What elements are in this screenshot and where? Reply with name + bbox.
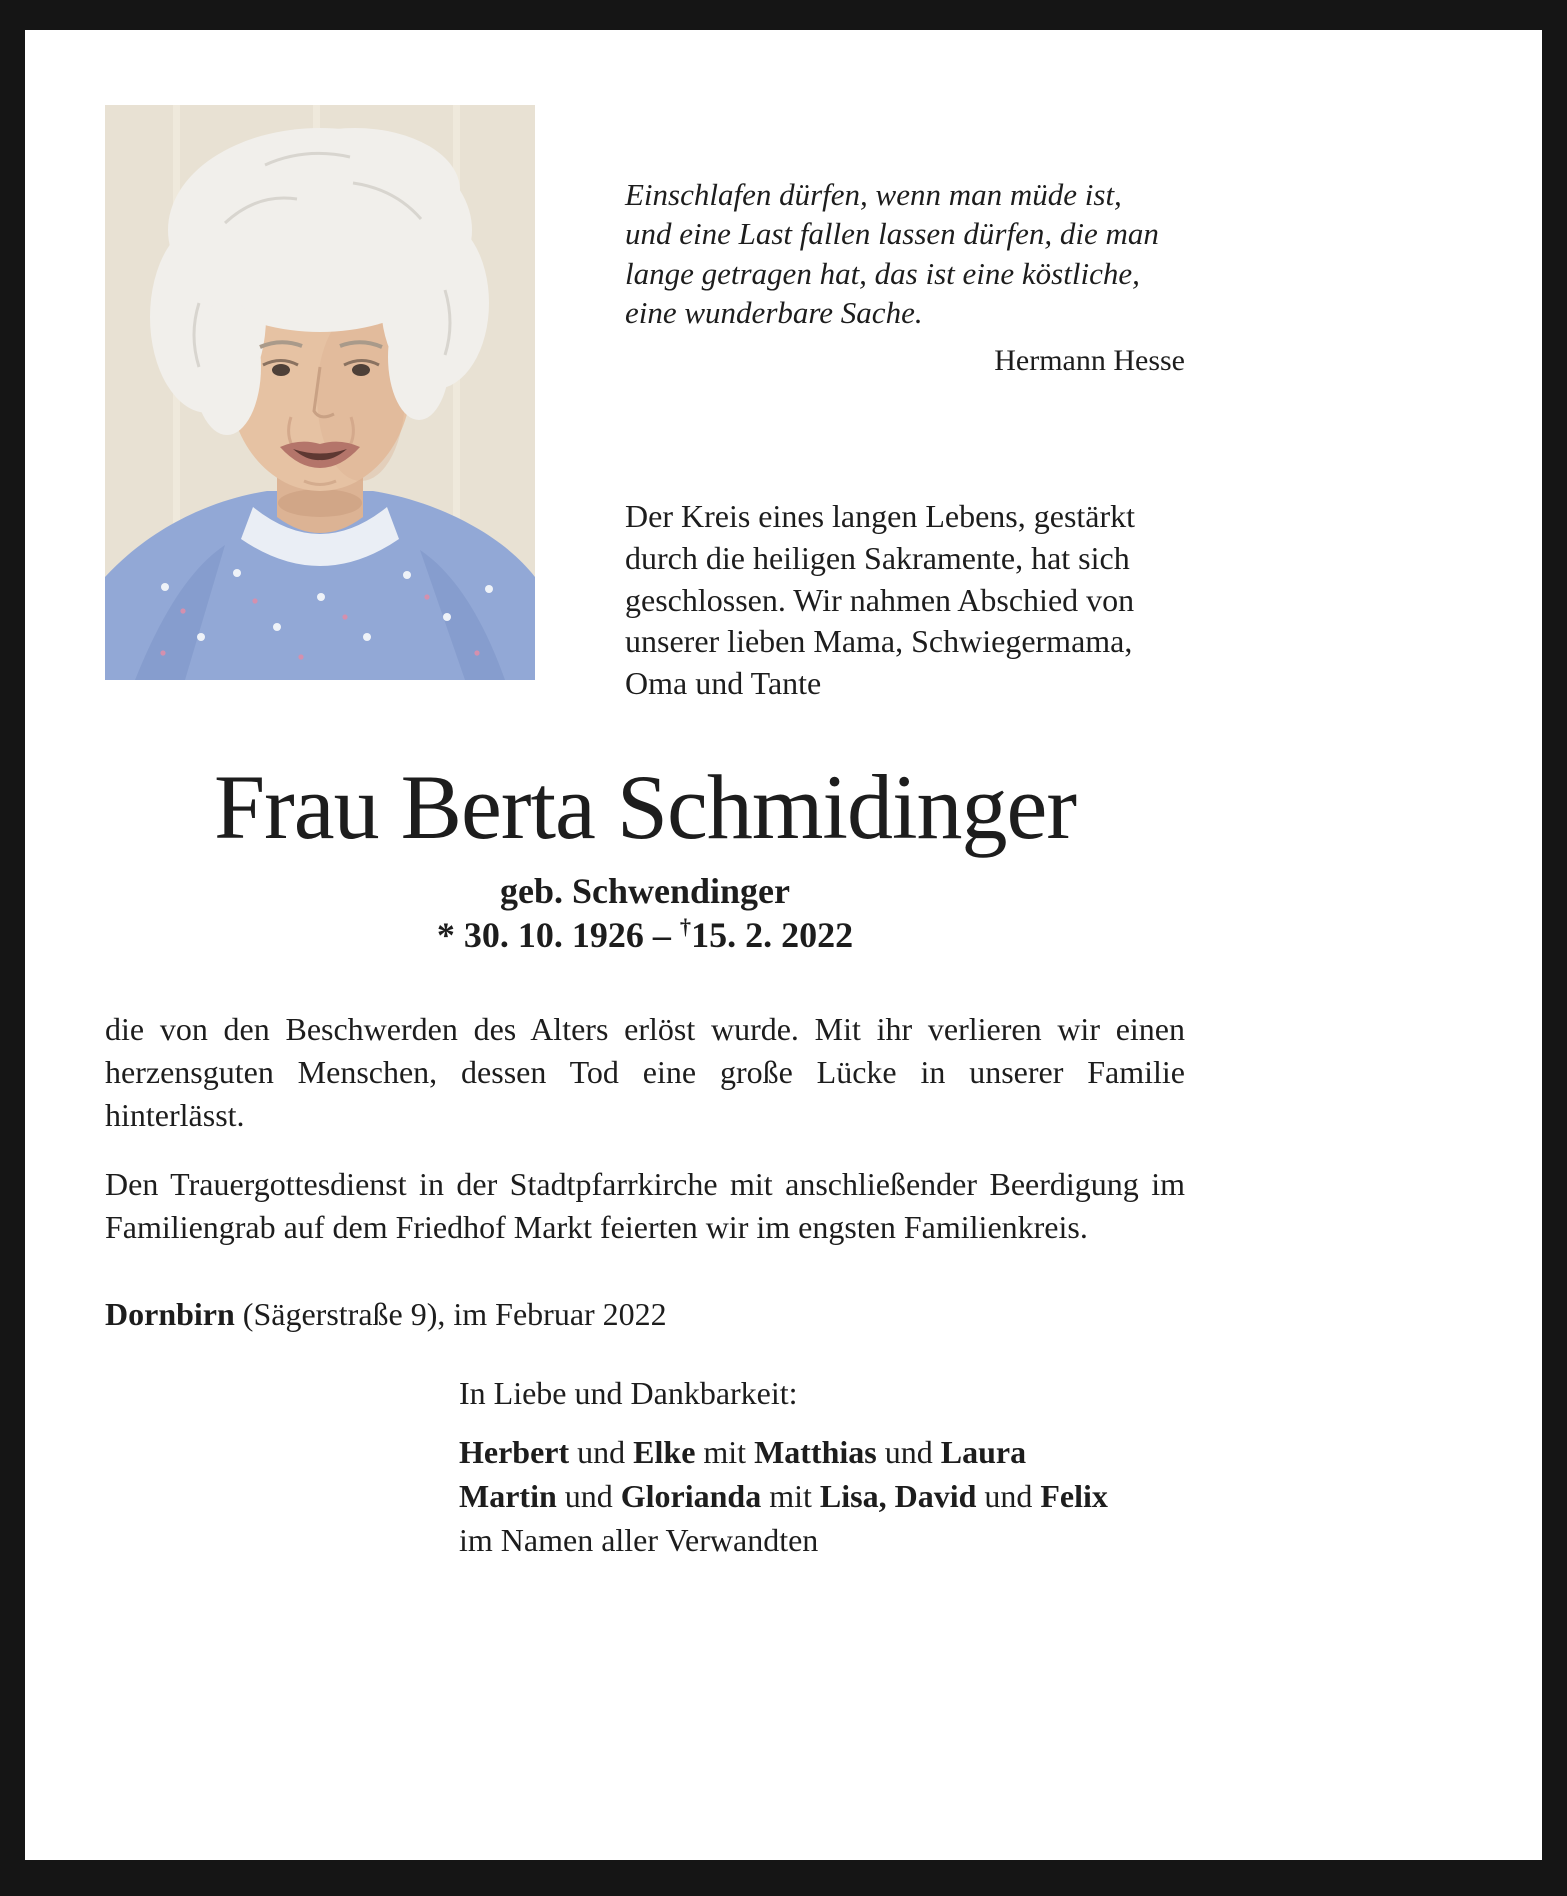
family-line-2: Martin und Glorianda mit Lisa, David und Felix <box>459 1477 1108 1514</box>
body-paragraph-2: Den Trauergottesdienst in der Stadtpfarrkirche mit anschließender Beerdigung im Familiengrab auf dem Friedhof Markt feierten wir im engsten Familienkreis. <box>105 1165 1185 1245</box>
closing-final: im Namen aller Verwandten <box>459 1521 819 1558</box>
family-name: Elke <box>633 1433 696 1470</box>
life-dates <box>105 914 1185 956</box>
quote-line: Einschlafen dürfen, wenn man müde ist, <box>625 177 1122 212</box>
quote-line: lange getragen hat, das ist eine köstliche, <box>625 255 1140 291</box>
right-column <box>625 105 1185 704</box>
portrait-photo-illustration <box>105 105 535 680</box>
dateline-rest: (Sägerstraße 9), im Februar 2022 <box>234 1296 667 1333</box>
dateline <box>105 1296 1185 1333</box>
deceased-block <box>105 756 1185 956</box>
deceased-name: Frau Berta Schmidinger <box>213 756 1077 859</box>
death-date: 15. 2. 2022 <box>691 915 854 955</box>
quote-line: und eine Last fallen lassen dürfen, die man <box>625 216 1159 252</box>
place-name: Dornbirn <box>105 1296 235 1333</box>
family-name: Martin <box>459 1477 557 1514</box>
family-line-1: Herbert und Elke mit Matthias und Laura <box>459 1433 1027 1470</box>
obituary-content <box>105 105 1185 1562</box>
family-name: Lisa, David <box>819 1477 977 1514</box>
family-name: Felix <box>1040 1477 1108 1514</box>
dates-separator: – <box>643 915 680 955</box>
body-paragraph-1: die von den Beschwerden des Alters erlöst wurde. Mit ihr verlieren wir einen herzensguten Menschen, dessen Tod eine große Lücke in unserer Familie hinterlässt. <box>105 1011 1185 1133</box>
birth-name: geb. Schwendinger <box>499 871 791 911</box>
closing-block <box>459 1371 1185 1562</box>
family-name: Glorianda <box>620 1477 762 1514</box>
quote-attribution: Hermann Hesse <box>994 344 1185 378</box>
birth-date: * 30. 10. 1926 <box>436 915 644 955</box>
top-section <box>105 105 1185 704</box>
quote-line: eine wunderbare Sache. <box>625 295 923 331</box>
family-name: Herbert <box>459 1433 570 1470</box>
dagger-symbol: † <box>679 914 692 939</box>
closing-heading: In Liebe und Dankbarkeit: <box>459 1375 798 1412</box>
family-name: Matthias <box>754 1433 877 1470</box>
portrait-photo <box>105 105 535 680</box>
family-name: Laura <box>940 1433 1027 1470</box>
quote-block <box>625 175 1185 378</box>
intro-paragraph: Der Kreis eines langen Lebens, gestärkt durch die heiligen Sakramente, hat sich geschlossen. Wir nahmen Abschied von unserer lieben Mama, Schwiegermama, Oma und Tante <box>625 498 1136 701</box>
